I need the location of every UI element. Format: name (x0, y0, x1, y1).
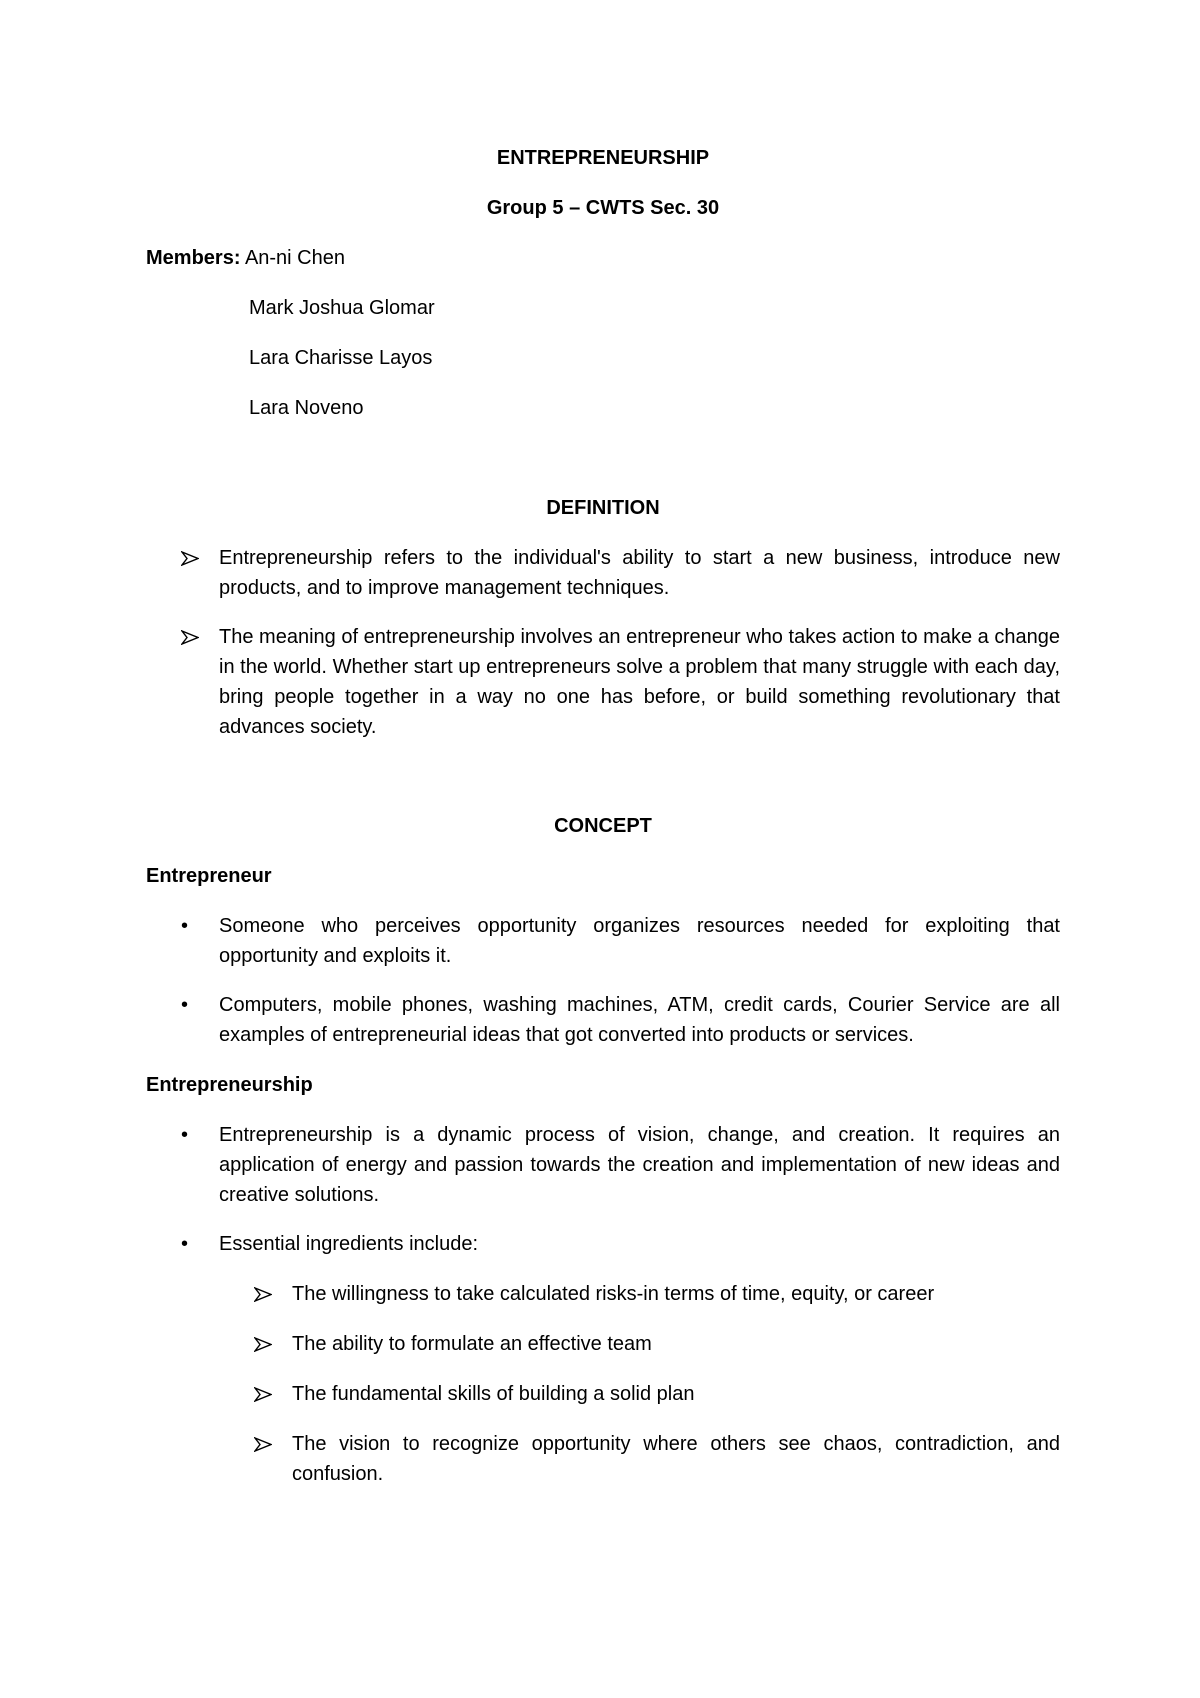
definition-heading: DEFINITION (546, 497, 660, 519)
entrepreneurship-item-text: Entrepreneurship is a dynamic process of vision, change, and creation. It requires an application of energy and passion towards the creation and implementation of new ideas and creative solutions. (219, 1124, 1060, 1206)
definition-item-text: The meaning of entrepreneurship involves an entrepreneur who takes action to make a change in the world. Whether start up entrepreneurs solve a problem that many struggle with each day, bring people together in a way no one has before, or build something revolutionary that advances society. (219, 626, 1060, 738)
member-name: Lara Charisse Layos (249, 347, 433, 369)
arrow-bullet-icon (254, 1379, 284, 1402)
entrepreneur-item (146, 990, 1060, 1050)
round-bullet-icon: • (181, 915, 189, 937)
arrow-bullet-icon (181, 622, 211, 645)
ingredient-item (146, 1279, 1060, 1309)
entrepreneur-item-text: Computers, mobile phones, washing machines, ATM, credit cards, Courier Service are all examples of entrepreneurial ideas that got converted into products or services. (219, 994, 1060, 1046)
entrepreneurship-item (146, 1229, 1060, 1259)
definition-item (146, 543, 1060, 603)
round-bullet-icon: • (181, 994, 189, 1016)
members-first-row (146, 243, 345, 273)
entrepreneurship-item (146, 1120, 1060, 1210)
entrepreneurship-item-text: Essential ingredients include: (219, 1233, 479, 1255)
entrepreneur-item-text: Someone who perceives opportunity organizes resources needed for exploiting that opportunity and exploits it. (219, 915, 1060, 967)
arrow-bullet-icon (254, 1429, 284, 1452)
ingredient-item (146, 1379, 1060, 1409)
ingredient-item-text: The willingness to take calculated risks-in terms of time, equity, or career (292, 1283, 935, 1305)
ingredient-item (146, 1429, 1060, 1489)
entrepreneur-item (146, 911, 1060, 971)
concept-heading: CONCEPT (554, 815, 652, 837)
ingredient-item-text: The fundamental skills of building a solid plan (292, 1383, 695, 1405)
arrow-bullet-icon (181, 543, 211, 566)
member-name: Lara Noveno (249, 397, 364, 419)
document-title: ENTREPRENEURSHIP (496, 147, 710, 169)
definition-item-text: Entrepreneurship refers to the individual's ability to start a new business, introduce new products, and to improve management techniques. (219, 547, 1060, 599)
document-page (146, 0, 1060, 1698)
ingredient-item-text: The vision to recognize opportunity where others see chaos, contradiction, and confusion. (292, 1433, 1060, 1485)
arrow-bullet-icon (254, 1329, 284, 1352)
arrow-bullet-icon (254, 1279, 284, 1302)
ingredient-item (146, 1329, 1060, 1359)
definition-item (146, 622, 1060, 742)
entrepreneurship-heading: Entrepreneurship (146, 1074, 313, 1096)
round-bullet-icon: • (181, 1233, 189, 1255)
document-subtitle: Group 5 – CWTS Sec. 30 (486, 197, 720, 219)
round-bullet-icon: • (181, 1124, 189, 1146)
members-label: Members: (146, 247, 241, 269)
ingredient-item-text: The ability to formulate an effective team (292, 1333, 652, 1355)
entrepreneur-heading: Entrepreneur (146, 865, 272, 887)
member-name: An-ni Chen (244, 247, 345, 269)
member-name: Mark Joshua Glomar (249, 297, 435, 319)
